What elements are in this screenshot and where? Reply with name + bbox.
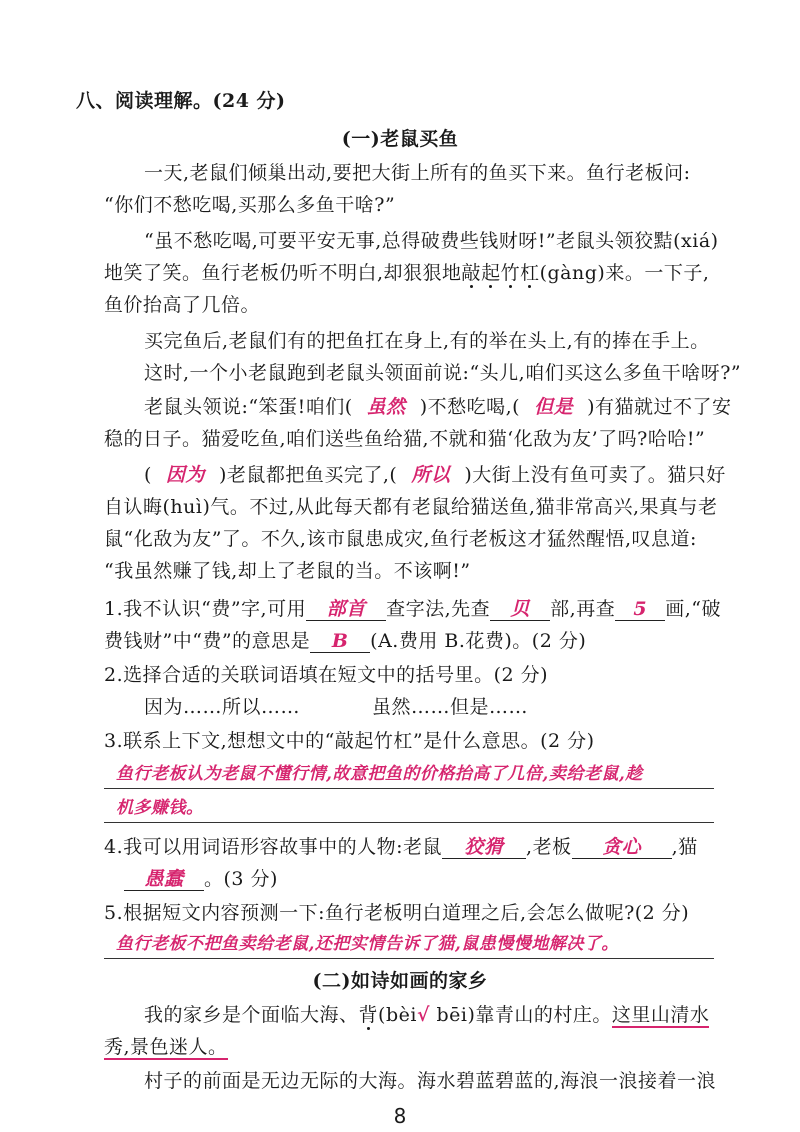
answer-line — [104, 958, 714, 959]
question-4-line2 — [104, 866, 278, 892]
text: )有猫就过不了安 — [587, 396, 732, 418]
story1-p5a — [144, 394, 732, 420]
story1-p6c: 鼠“化敌为友”了。不久,该市鼠患成灾,鱼行老板这才猛然醒悟,叹息道: — [104, 528, 697, 550]
story2-p2a: 村子的前面是无边无际的大海。海水碧蓝碧蓝的,海浪一浪接着一浪 — [144, 1070, 717, 1092]
answer-blank[interactable]: 贝 — [490, 598, 550, 621]
emphasis-char: 竹 — [500, 262, 521, 284]
text: 4.我可以用词语形容故事中的人物:老鼠 — [104, 836, 443, 858]
text: 费钱财”中“费”的意思是 — [104, 630, 311, 652]
text: 我的家乡是个面临大海、 — [144, 1004, 359, 1026]
story1-p1a: 一天,老鼠们倾巢出动,要把大街上所有的鱼买下来。鱼行老板问: — [144, 162, 691, 184]
text: 部,再查 — [550, 598, 616, 620]
answer-blank[interactable]: 狡猾 — [442, 836, 526, 859]
text: 查字法,先查 — [386, 598, 491, 620]
question-4-line1 — [104, 834, 698, 860]
text: ,猫 — [671, 836, 698, 858]
answer-blank[interactable]: 贪心 — [572, 836, 672, 859]
answer-blank[interactable]: 5 — [615, 598, 665, 621]
option: 虽然……但是…… — [372, 696, 529, 718]
check-mark: √ — [416, 1004, 430, 1026]
answer-text: 机多赚钱。 — [116, 798, 204, 818]
emphasis-char: 起 — [481, 262, 501, 284]
underlined-sentence: 这里山清水 — [611, 1004, 710, 1026]
question-2: 2.选择合适的关联词语填在短文中的括号里。(2 分) — [104, 664, 549, 686]
emphasis-char: 背 — [358, 1004, 379, 1026]
option: 因为……所以…… — [144, 696, 301, 718]
text: 1.我不认识“费”字,可用 — [104, 598, 307, 620]
section-title: 八、阅读理解。(24 分) — [76, 90, 286, 112]
story2-p1a — [144, 1002, 709, 1028]
text: ( — [144, 464, 152, 486]
emphasis-char: 杠 — [520, 262, 540, 284]
story1-p6a — [144, 462, 726, 488]
answer-blank[interactable]: 部首 — [306, 598, 386, 621]
answer-blank[interactable]: B — [310, 630, 370, 653]
story1-p2b-text: 地笑了笑。鱼行老板仍听不明白,却狠狠地 — [104, 262, 462, 284]
story1-p5b: 稳的日子。猫爱吃鱼,咱们送些鱼给猫,不就和猫‘化敌为友’了吗?哈哈!” — [104, 428, 706, 450]
story1-p2a: “虽不愁吃喝,可要平安无事,总得破费些钱财呀!”老鼠头领狡黠(xiá) — [144, 230, 719, 252]
answer-blank[interactable]: 愚蠢 — [124, 868, 204, 891]
answer-connective: 所以 — [411, 464, 451, 486]
text: bēi)靠青山的村庄。 — [429, 1004, 612, 1026]
underlined-sentence: 秀,景色迷人。 — [104, 1036, 228, 1058]
story1-p2b — [104, 260, 709, 286]
story1-p4: 这时,一个小老鼠跑到老鼠头领面前说:“头儿,咱们买这么多鱼干啥呀?” — [144, 362, 742, 384]
pinyin: (bèi — [378, 1004, 417, 1026]
emphasis-char: 敲 — [461, 262, 482, 284]
question-1-line1 — [104, 596, 721, 622]
story1-p3: 买完鱼后,老鼠们有的把鱼扛在身上,有的举在头上,有的捧在手上。 — [144, 330, 710, 352]
text: 画,“破 — [665, 598, 721, 620]
answer-connective: 因为 — [165, 464, 205, 486]
answer-line — [104, 822, 714, 823]
answer-text: 鱼行老板认为老鼠不懂行情,故意把鱼的价格抬高了几倍,卖给老鼠,趁 — [116, 764, 643, 784]
page-number: 8 — [393, 1104, 407, 1128]
text: )不愁吃喝,( — [419, 396, 521, 418]
answer-connective: 但是 — [534, 396, 574, 418]
text: ,老板 — [526, 836, 572, 858]
question-5: 5.根据短文内容预测一下:鱼行老板明白道理之后,会怎么做呢?(2 分) — [104, 902, 690, 924]
text: (A.费用 B.花费)。(2 分) — [370, 630, 587, 652]
answer-connective: 虽然 — [366, 396, 406, 418]
text: 。(3 分) — [204, 868, 278, 890]
text: 老鼠头领说:“笨蛋!咱们( — [144, 396, 353, 418]
answer-line — [104, 788, 714, 789]
question-2-options — [144, 694, 528, 720]
question-1-line2 — [104, 628, 586, 654]
story2-title: (二)如诗如画的家乡 — [312, 970, 488, 992]
story2-p1b — [104, 1034, 228, 1060]
text: )大街上没有鱼可卖了。猫只好 — [464, 464, 726, 486]
story1-p6d: “我虽然赚了钱,却上了老鼠的当。不该啊!” — [104, 560, 471, 582]
answer-text: 鱼行老板不把鱼卖给老鼠,还把实情告诉了猫,鼠患慢慢地解决了。 — [116, 934, 619, 954]
story1-p6b: 自认晦(huì)气。不过,从此每天都有老鼠给猫送鱼,猫非常高兴,果真与老 — [104, 496, 718, 518]
story1-title: (一)老鼠买鱼 — [341, 128, 459, 150]
story1-p2b-text: (gàng)来。一下子, — [539, 262, 710, 284]
question-3: 3.联系上下文,想想文中的“敲起竹杠”是什么意思。(2 分) — [104, 730, 595, 752]
text: )老鼠都把鱼买完了,( — [218, 464, 398, 486]
story1-p2c: 鱼价抬高了几倍。 — [104, 294, 261, 316]
story1-p1b: “你们不愁吃喝,买那么多鱼干啥?” — [104, 194, 396, 216]
